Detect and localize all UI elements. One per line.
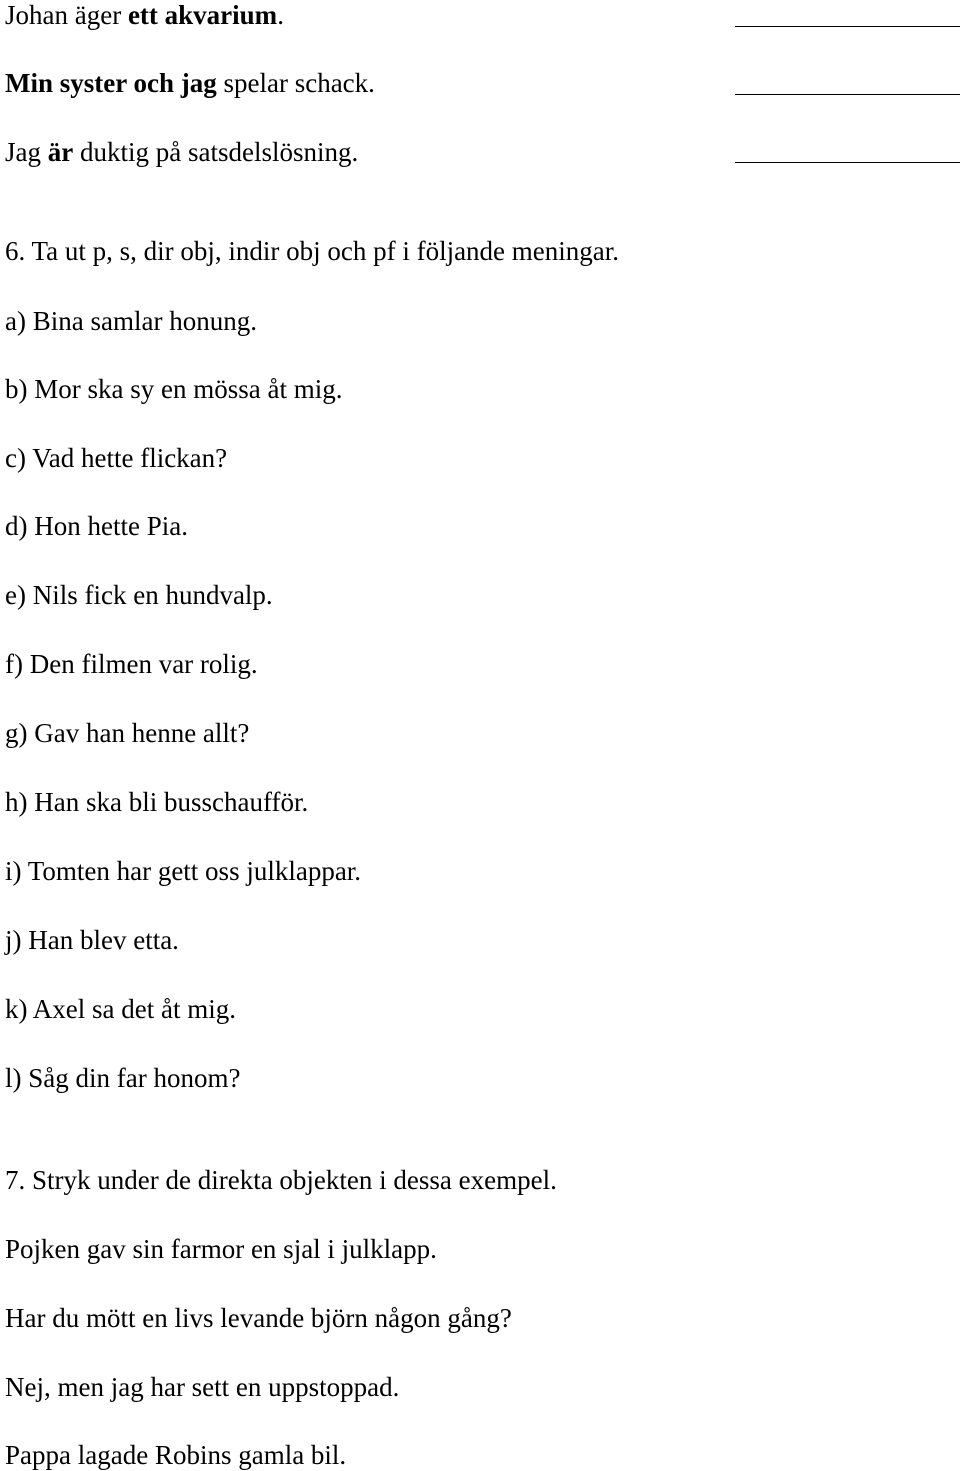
task-6-item: a) Bina samlar honung. [5, 306, 257, 336]
task-7-item: Pappa lagade Robins gamla bil. [5, 1440, 347, 1470]
task-6-item: c) Vad hette flickan? [5, 443, 228, 473]
task-6-heading: 6. Ta ut p, s, dir obj, indir obj och pf i följande meningar. [5, 236, 620, 266]
answer-blank-2[interactable] [735, 94, 960, 95]
intro-sentence-3 [5, 137, 358, 167]
segment-bold: ett akvarium [127, 0, 278, 30]
intro-sentence-1 [5, 0, 284, 30]
task-6-item: f) Den filmen var rolig. [5, 649, 258, 679]
task-6-item: b) Mor ska sy en mössa åt mig. [5, 374, 343, 404]
segment: spelar schack. [216, 68, 375, 98]
segment: . [277, 0, 284, 30]
task-6-item: d) Hon hette Pia. [5, 511, 188, 541]
task-6-item: i) Tomten har gett oss julklappar. [5, 856, 362, 886]
task-6-item: h) Han ska bli busschaufför. [5, 787, 309, 817]
task-7-item: Har du mött en livs levande björn någon gång? [5, 1303, 512, 1333]
segment: Jag [5, 137, 48, 167]
answer-blank-1[interactable] [735, 26, 960, 27]
task-7-heading: 7. Stryk under de direkta objekten i dessa exempel. [5, 1165, 557, 1195]
task-6-item: g) Gav han henne allt? [5, 718, 250, 748]
intro-sentence-2 [5, 68, 375, 98]
task-7-item: Pojken gav sin farmor en sjal i julklapp. [5, 1234, 437, 1264]
answer-blank-3[interactable] [735, 162, 960, 163]
segment-bold: Min syster och jag [5, 68, 217, 98]
segment: Johan äger [5, 0, 128, 30]
task-6-item: j) Han blev etta. [5, 925, 179, 955]
task-6-item: e) Nils fick en hundvalp. [5, 580, 273, 610]
task-6-item: l) Såg din far honom? [5, 1063, 241, 1093]
task-7-item: Nej, men jag har sett en uppstoppad. [5, 1372, 400, 1402]
task-6-item: k) Axel sa det åt mig. [5, 994, 236, 1024]
segment: duktig på satsdelslösning. [73, 137, 359, 167]
segment-bold: är [47, 137, 74, 167]
